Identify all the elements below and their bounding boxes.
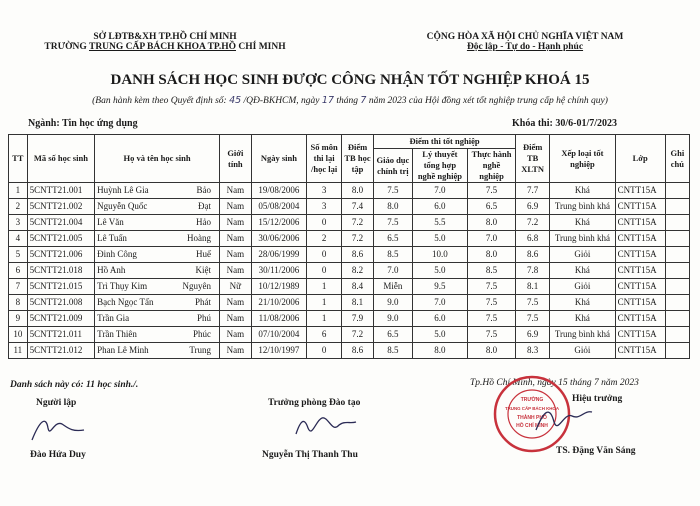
cell-tt: 2 [9,199,28,215]
cell-practice: 8.0 [467,215,515,231]
col-practice: Thực hành nghề nghiệp [467,149,515,183]
cell-avg: 6.9 [516,199,550,215]
cell-gender: Nam [220,327,252,343]
cell-rank: Khá [550,263,616,279]
table-row [9,183,690,199]
cell-gpa: 8.6 [342,343,374,359]
cell-dob: 12/10/1997 [251,343,307,359]
cell-name [95,231,220,247]
cell-tt: 10 [9,327,28,343]
cell-avg: 8.3 [516,343,550,359]
cell-gender: Nam [220,183,252,199]
cell-theory: 7.0 [412,295,467,311]
cell-tt: 1 [9,183,28,199]
cell-gpa: 8.4 [342,279,374,295]
student-first-name: Đạt [198,201,212,211]
cell-gender: Nam [220,199,252,215]
cell-practice: 7.0 [467,231,515,247]
cell-id: 5CNTT21.011 [27,327,95,343]
col-class: Lớp [615,135,665,183]
student-last-name: Đinh Công [97,249,137,259]
cell-note [665,295,689,311]
cell-note [665,279,689,295]
training-head-title: Trưởng phòng Đào tạo [268,398,361,408]
cell-politics: Miễn [373,279,412,295]
cell-politics: 8.5 [373,343,412,359]
cell-note [665,247,689,263]
cell-politics: 7.5 [373,215,412,231]
cell-rank: Khá [550,295,616,311]
graduates-table [8,134,690,359]
cell-id: 5CNTT21.012 [27,343,95,359]
cell-id: 5CNTT21.015 [27,279,95,295]
student-last-name: Trần Thiên [97,329,137,339]
cell-dob: 30/06/2006 [251,231,307,247]
col-politics: Giáo dục chính trị [373,149,412,183]
decision-line: (Ban hành kèm theo Quyết định số: 45 /QĐ-BKHCM, ngày 17 tháng 7 năm 2023 của Hội đồng xét tốt nghiệp trung cấp hệ chính quy) [92,95,608,106]
cell-theory: 5.5 [412,215,467,231]
cell-rank: Giỏi [550,247,616,263]
header-right [390,32,660,52]
student-last-name: Lê Văn [97,217,124,227]
cell-dob: 21/10/2006 [251,295,307,311]
principal-title: Hiệu trưởng [572,394,623,404]
cell-note [665,231,689,247]
cell-class: CNTT15A [615,327,665,343]
cell-dob: 11/08/2006 [251,311,307,327]
col-exam-group: Điểm thi tốt nghiệp [373,135,515,149]
cell-politics: 9.0 [373,295,412,311]
stamp-line-3: THÀNH PHỐ [517,415,547,421]
student-first-name: Kiệt [195,265,212,275]
cell-practice: 8.5 [467,263,515,279]
cell-practice: 7.5 [467,279,515,295]
col-rank: Xếp loại tốt nghiệp [550,135,616,183]
cell-practice: 6.5 [467,199,515,215]
cell-name [95,199,220,215]
cell-name [95,215,220,231]
principal-signature [528,400,598,440]
cell-gpa: 7.9 [342,311,374,327]
cell-rank: Khá [550,215,616,231]
cell-avg: 8.6 [516,247,550,263]
cell-class: CNTT15A [615,343,665,359]
cell-politics: 6.5 [373,231,412,247]
cell-politics: 7.5 [373,183,412,199]
header-left [40,32,290,52]
cell-id: 5CNTT21.005 [27,231,95,247]
cell-class: CNTT15A [615,311,665,327]
cell-tt: 8 [9,295,28,311]
cell-retake: 0 [307,247,342,263]
cell-practice: 7.5 [467,295,515,311]
cell-dob: 28/06/1999 [251,247,307,263]
cell-class: CNTT15A [615,215,665,231]
cell-practice: 7.5 [467,311,515,327]
cell-avg: 6.8 [516,231,550,247]
student-first-name: Trung [189,345,212,355]
cell-practice: 8.0 [467,247,515,263]
cell-avg: 7.2 [516,215,550,231]
cell-politics: 7.0 [373,263,412,279]
cell-practice: 7.5 [467,327,515,343]
cell-dob: 05/08/2004 [251,199,307,215]
cell-gpa: 7.2 [342,215,374,231]
cell-theory: 7.0 [412,183,467,199]
cell-name [95,343,220,359]
cell-gender: Nam [220,343,252,359]
student-first-name: Hảo [196,217,212,227]
col-tt: TT [9,135,28,183]
cell-id: 5CNTT21.006 [27,247,95,263]
cell-politics: 6.5 [373,327,412,343]
cell-gender: Nam [220,231,252,247]
table-row [9,343,690,359]
cell-avg: 7.5 [516,311,550,327]
cell-retake: 0 [307,263,342,279]
cell-note [665,199,689,215]
cell-theory: 10.0 [412,247,467,263]
student-first-name: Hoàng [187,233,212,243]
cell-name [95,327,220,343]
student-first-name: Huế [196,249,212,259]
cell-class: CNTT15A [615,183,665,199]
cell-tt: 7 [9,279,28,295]
stamp-line-1: TRƯỜNG [520,397,544,403]
cell-politics: 8.0 [373,199,412,215]
cell-avg: 8.1 [516,279,550,295]
student-last-name: Lê Tuấn [97,233,127,243]
cell-id: 5CNTT21.001 [27,183,95,199]
cell-rank: Trung bình khá [550,231,616,247]
cell-dob: 07/10/2004 [251,327,307,343]
cell-tt: 4 [9,231,28,247]
cell-retake: 1 [307,311,342,327]
cell-class: CNTT15A [615,199,665,215]
cell-name [95,311,220,327]
cell-theory: 5.0 [412,327,467,343]
preparer-signature [28,410,88,446]
cell-rank: Khá [550,311,616,327]
cell-id: 5CNTT21.009 [27,311,95,327]
course-label: Khóa thi: 30/6-01/7/2023 [512,118,618,129]
cell-rank: Giỏi [550,343,616,359]
cell-note [665,311,689,327]
col-gpa: Điểm TB học tập [342,135,374,183]
cell-avg: 7.8 [516,263,550,279]
col-name: Họ và tên học sinh [95,135,220,183]
cell-gpa: 7.2 [342,327,374,343]
preparer-name: Đào Hứa Duy [30,450,86,460]
cell-class: CNTT15A [615,231,665,247]
table-row [9,279,690,295]
cell-class: CNTT15A [615,247,665,263]
school-name: TRƯỜNG TRUNG CẤP BÁCH KHOA TP.HỒ CHÍ MINH [44,42,286,52]
student-last-name: Nguyễn Quốc [97,201,148,211]
count-note: Danh sách này có: 11 học sinh./. [10,380,139,390]
cell-id: 5CNTT21.002 [27,199,95,215]
student-last-name: Huỳnh Lê Gia [97,185,149,195]
cell-name [95,183,220,199]
cell-gpa: 7.4 [342,199,374,215]
cell-gender: Nam [220,311,252,327]
col-dob: Ngày sinh [251,135,307,183]
student-last-name: Trần Gia [97,313,130,323]
cell-name [95,263,220,279]
cell-theory: 5.0 [412,263,467,279]
cell-avg: 7.5 [516,295,550,311]
cell-practice: 8.0 [467,343,515,359]
cell-gpa: 8.2 [342,263,374,279]
cell-retake: 1 [307,279,342,295]
table-row [9,327,690,343]
cell-class: CNTT15A [615,263,665,279]
national-motto: Độc lập - Tự do - Hạnh phúc [466,42,584,52]
cell-class: CNTT15A [615,279,665,295]
cell-tt: 3 [9,215,28,231]
cell-politics: 8.5 [373,247,412,263]
cell-note [665,263,689,279]
cell-theory: 8.0 [412,343,467,359]
cell-gpa: 7.2 [342,231,374,247]
table-row [9,295,690,311]
preparer-title: Người lập [36,398,77,408]
cell-gpa: 8.0 [342,183,374,199]
cell-tt: 5 [9,247,28,263]
cell-dob: 15/12/2006 [251,215,307,231]
cell-practice: 7.5 [467,183,515,199]
cell-class: CNTT15A [615,295,665,311]
cell-name [95,295,220,311]
cell-retake: 3 [307,199,342,215]
cell-rank: Trung bình khá [550,327,616,343]
cell-note [665,327,689,343]
cell-name [95,279,220,295]
cell-tt: 11 [9,343,28,359]
cell-retake: 0 [307,215,342,231]
table-row [9,199,690,215]
student-first-name: Phú [197,313,212,323]
cell-retake: 6 [307,327,342,343]
cell-retake: 0 [307,343,342,359]
student-last-name: Bạch Ngọc Tấn [97,297,154,307]
cell-politics: 9.0 [373,311,412,327]
ministry-name: SỞ LĐTB&XH TP.HỒ CHÍ MINH [93,32,237,42]
student-last-name: Hồ Anh [97,265,126,275]
col-avg: Điểm TB XLTN [516,135,550,183]
student-first-name: Bảo [196,185,212,195]
cell-gender: Nam [220,263,252,279]
cell-rank: Khá [550,183,616,199]
col-id: Mã số học sinh [27,135,95,183]
cell-id: 5CNTT21.004 [27,215,95,231]
table-row [9,311,690,327]
student-first-name: Nguyên [182,281,212,291]
student-last-name: Phan Lê Minh [97,345,149,355]
cell-theory: 5.0 [412,231,467,247]
table-row [9,247,690,263]
cell-tt: 6 [9,263,28,279]
cell-dob: 19/08/2006 [251,183,307,199]
cell-note [665,215,689,231]
principal-name: TS. Đặng Văn Sáng [556,446,636,456]
cell-rank: Giỏi [550,279,616,295]
cell-dob: 10/12/1989 [251,279,307,295]
student-last-name: Trì Thụy Kim [97,281,148,291]
table-row [9,263,690,279]
cell-id: 5CNTT21.018 [27,263,95,279]
national-title: CỘNG HÒA XÃ HỘI CHỦ NGHĨA VIỆT NAM [426,32,624,42]
table-row [9,215,690,231]
cell-tt: 9 [9,311,28,327]
page-title: DANH SÁCH HỌC SINH ĐƯỢC CÔNG NHẬN TỐT NGHIỆP KHOÁ 15 [110,72,590,88]
student-first-name: Phúc [193,329,212,339]
cell-retake: 2 [307,231,342,247]
stamp-line-4: HỒ CHÍ MINH [516,423,548,429]
cell-gender: Nữ [220,279,252,295]
stamp-line-2: TRUNG CẤP BÁCH KHOA [504,406,560,411]
cell-theory: 6.0 [412,199,467,215]
cell-gpa: 8.1 [342,295,374,311]
cell-gpa: 8.6 [342,247,374,263]
cell-retake: 1 [307,295,342,311]
cell-gender: Nam [220,295,252,311]
cell-dob: 30/11/2006 [251,263,307,279]
cell-theory: 6.0 [412,311,467,327]
training-head-name: Nguyễn Thị Thanh Thu [262,450,358,460]
major-label: Ngành: Tin học ứng dụng [28,118,138,129]
cell-note [665,343,689,359]
cell-gender: Nam [220,247,252,263]
training-head-signature [290,408,360,446]
cell-gender: Nam [220,215,252,231]
cell-name [95,247,220,263]
cell-avg: 6.9 [516,327,550,343]
sign-date: Tp.Hồ Chí Minh, ngày 15 tháng 7 năm 2023 [470,378,639,388]
cell-rank: Trung bình khá [550,199,616,215]
col-gender: Giới tính [220,135,252,183]
col-theory: Lý thuyết tổng hợp nghề nghiệp [412,149,467,183]
student-first-name: Phát [195,297,212,307]
table-body [9,183,690,359]
cell-theory: 9.5 [412,279,467,295]
table-row [9,231,690,247]
col-note: Ghi chú [665,135,689,183]
cell-retake: 3 [307,183,342,199]
cell-note [665,183,689,199]
col-retake: Số môn thi lại /học lại [307,135,342,183]
cell-avg: 7.7 [516,183,550,199]
cell-id: 5CNTT21.008 [27,295,95,311]
